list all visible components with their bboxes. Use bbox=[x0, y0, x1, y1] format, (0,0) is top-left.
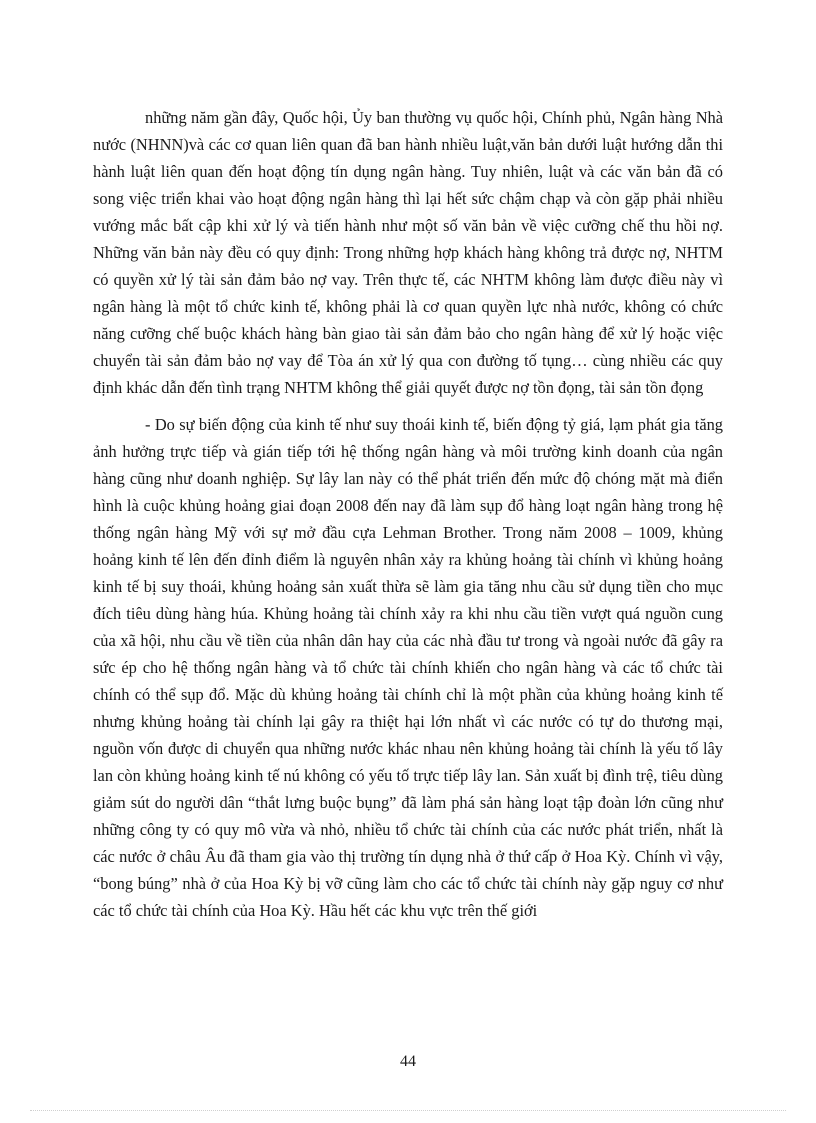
body-text bbox=[93, 104, 723, 924]
page-bottom-divider bbox=[30, 1110, 786, 1111]
page-number: 44 bbox=[400, 1053, 416, 1070]
paragraph-legal-framework: những năm gần đây, Quốc hội, Ủy ban thường vụ quốc hội, Chính phủ, Ngân hàng Nhà nước (NHNN)và các cơ quan liên quan đã ban hành nhiều luật,văn bản dưới luật hướng dẫn thi hành luật liên quan đến hoạt động tín dụng ngân hàng. Tuy nhiên, luật và các văn bản đã có song việc triển khai vào hoạt động ngân hàng thì lại hết sức chậm chạp và còn gặp phải nhiều vướng mắc bất cập khi xử lý và tiến hành như một số văn bản về việc cưỡng chế thu hồi nợ. Những văn bản này đều có quy định: Trong những hợp khách hàng không trả được nợ, NHTM có quyền xử lý tài sản đảm bảo nợ vay. Trên thực tế, các NHTM không làm được điều này vì ngân hàng là một tổ chức kinh tế, không phải là cơ quan quyền lực nhà nước, không có chức năng cưỡng chế buộc khách hàng bàn giao tài sản đảm bảo cho ngân hàng để xử lý hoặc việc chuyển tài sản đảm bảo nợ vay để Tòa án xử lý qua con đường tố tụng… cùng nhiều các quy định khác dẫn đến tình trạng NHTM không thể giải quyết được nợ tồn đọng, tài sản tồn đọng bbox=[93, 108, 723, 397]
paragraph-economic-volatility: - Do sự biến động của kinh tế như suy thoái kinh tế, biến động tỷ giá, lạm phát gia tăng ảnh hưởng trực tiếp và gián tiếp tới hệ thống ngân hàng và môi trường kinh doanh của ngân hàng cũng như doanh nghiệp. Sự lây lan này có thể phát triển đến mức độ chóng mặt mà điển hình là cuộc khủng hoảng giai đoạn 2008 đến nay đã làm sụp đổ hàng loạt ngân hàng trong hệ thống ngân hàng Mỹ với sự mở đầu cựa Lehman Brother. Trong năm 2008 – 1009, khủng hoảng kinh tế lên đến đỉnh điểm là nguyên nhân xảy ra khủng hoảng tài chính vì khủng hoảng kinh tế bị suy thoái, khủng hoảng sản xuất thừa sẽ làm gia tăng nhu cầu sử dụng tiền cho mục đích tiêu dùng hàng húa. Khủng hoảng tài chính xảy ra khi nhu cầu tiền vượt quá nguồn cung của xã hội, nhu cầu về tiền của nhân dân hay của các nhà đầu tư trong và ngoài nước đã gây ra sức ép cho hệ thống ngân hàng và tổ chức tài chính khiến cho ngân hàng và các tổ chức tài chính có thể sụp đổ. Mặc dù khủng hoảng tài chính chỉ là một phần của khủng hoảng kinh tế nhưng khủng hoảng tài chính lại gây ra thiệt hại lớn nhất vì các nước có tự do thương mại, nguồn vốn được di chuyển qua những nước khác nhau nên khủng hoảng tài chính là yếu tố lây lan còn khủng hoảng kinh tế nú không có yếu tố trực tiếp lây lan. Sản xuất bị đình trệ, tiêu dùng giảm sút do người dân “thắt lưng buộc bụng” đã làm phá sản hàng loạt tập đoàn lớn cũng như những công ty có quy mô vừa và nhỏ, nhiều tổ chức tài chính của các nước phát triển, nhất là các nước ở châu Âu đã tham gia vào thị trường tín dụng nhà ở thứ cấp ở Hoa Kỳ. Chính vì vậy, “bong búng” nhà ở của Hoa Kỳ bị vỡ cũng làm cho các tổ chức tài chính này gặp nguy cơ như các tổ chức tài chính của Hoa Kỳ. Hầu hết các khu vực trên thế giới bbox=[93, 415, 723, 920]
